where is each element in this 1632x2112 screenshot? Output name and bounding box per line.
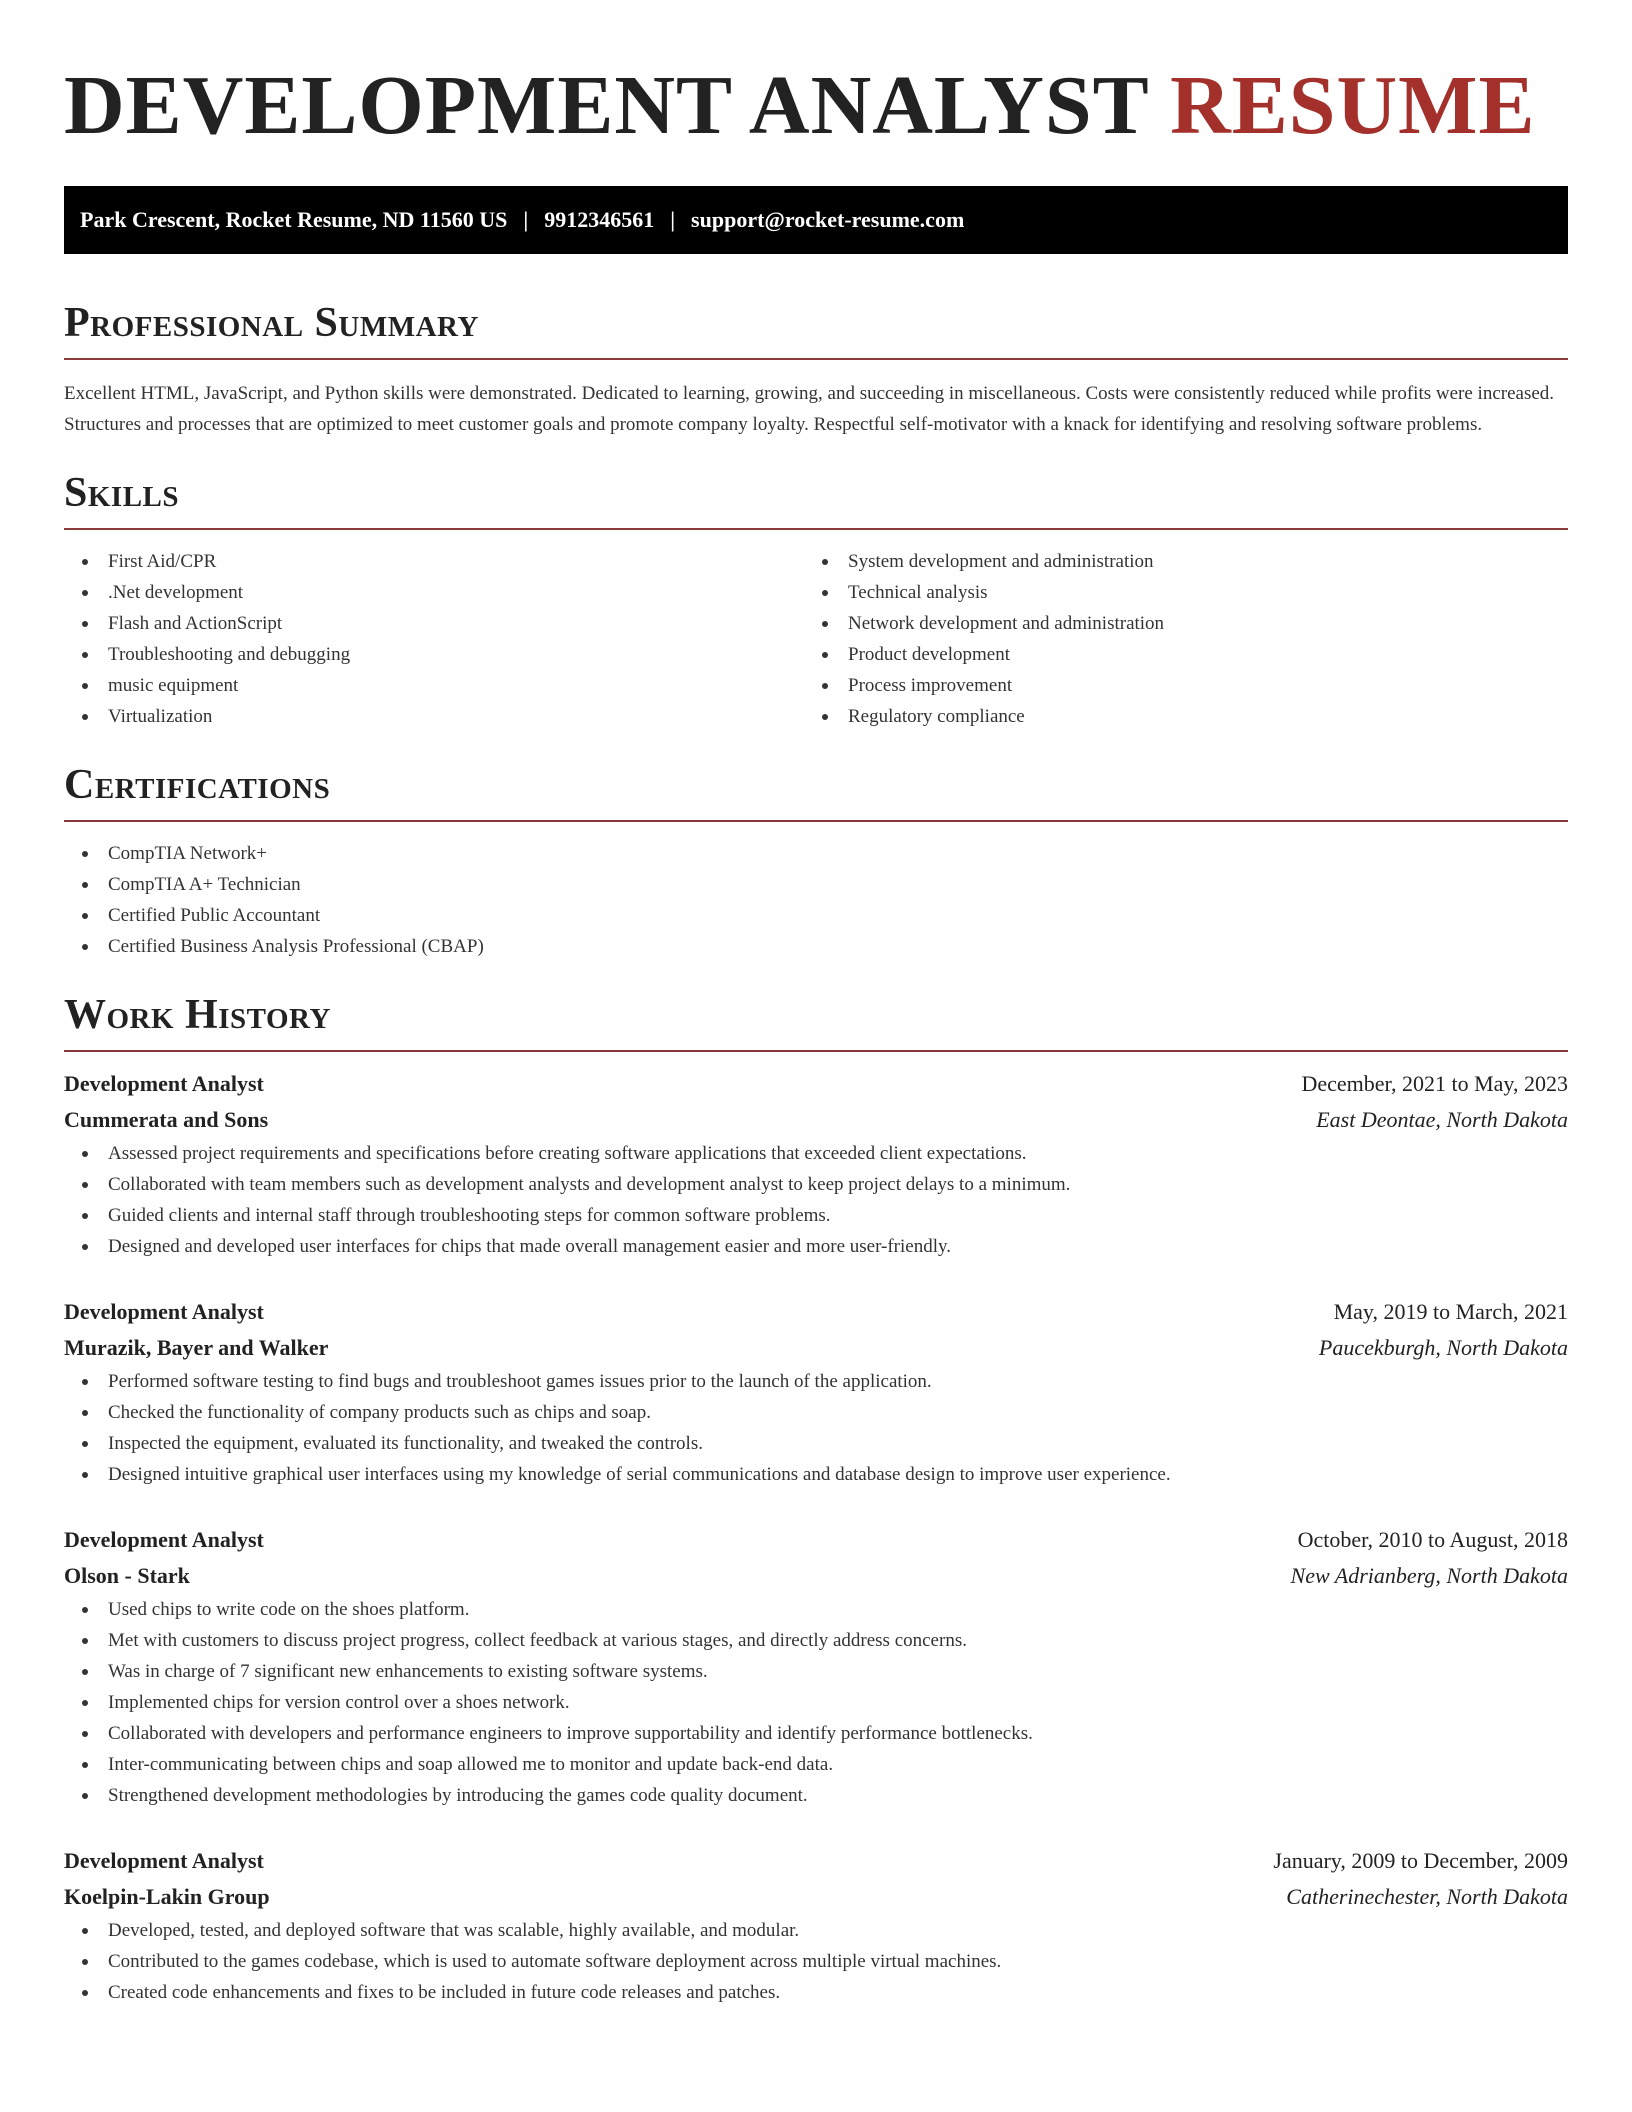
skill-item: Virtualization <box>64 701 804 732</box>
job-entry <box>64 1066 1568 1262</box>
job-entry <box>64 1522 1568 1811</box>
job-bullet: Collaborated with developers and performance engineers to improve supportability and identify performance bottlenecks. <box>64 1718 1568 1749</box>
skills-list-left <box>64 546 804 732</box>
certification-item: CompTIA A+ Technician <box>64 869 1568 900</box>
section-heading: Certifications <box>64 762 331 808</box>
job-header-row <box>64 1066 1568 1102</box>
section-divider <box>64 358 1568 360</box>
job-entry <box>64 1843 1568 2008</box>
work-history-section <box>64 990 1568 2008</box>
section-heading: Work History <box>64 992 331 1038</box>
summary-text: Excellent HTML, JavaScript, and Python skills were demonstrated. Dedicated to learning, growing, and succeeding in miscellaneous. Costs were consistently reduced while profits were increased. Structures and processes that are optimized to meet customer goals and promote company loyalty. Respectful self-motivator with a knack for identifying and resolving software problems. <box>64 383 1555 435</box>
section-heading: Skills <box>64 470 180 516</box>
job-dates: December, 2021 to May, 2023 <box>1301 1071 1568 1096</box>
job-header-row <box>64 1522 1568 1558</box>
section-divider <box>64 1050 1568 1052</box>
skill-item: .Net development <box>64 577 804 608</box>
job-title: Development Analyst <box>64 1848 264 1873</box>
job-bullet: Was in charge of 7 significant new enhancements to existing software systems. <box>64 1656 1568 1687</box>
contact-email: support@rocket-resume.com <box>691 207 965 232</box>
job-header-row <box>64 1843 1568 1879</box>
contact-separator: | <box>523 207 529 232</box>
job-bullets <box>64 1594 1568 1811</box>
job-location: New Adrianberg, North Dakota <box>1290 1563 1568 1588</box>
job-bullet: Designed and developed user interfaces for chips that made overall management easier and more user-friendly. <box>64 1231 1568 1262</box>
skill-item: Troubleshooting and debugging <box>64 639 804 670</box>
contact-bar <box>64 186 1568 254</box>
job-company: Olson - Stark <box>64 1563 190 1588</box>
skills-list-right <box>804 546 1544 732</box>
job-bullet: Strengthened development methodologies by introducing the games code quality document. <box>64 1780 1568 1811</box>
job-bullet: Implemented chips for version control over a shoes network. <box>64 1687 1568 1718</box>
skills-section <box>64 468 1568 732</box>
professional-summary-section <box>64 298 1568 440</box>
skill-item: Flash and ActionScript <box>64 608 804 639</box>
job-title: Development Analyst <box>64 1299 264 1324</box>
job-bullet: Inter-communicating between chips and soap allowed me to monitor and update back-end data. <box>64 1749 1568 1780</box>
job-company: Koelpin-Lakin Group <box>64 1884 270 1909</box>
contact-address: Park Crescent, Rocket Resume, ND 11560 US <box>80 207 508 232</box>
section-divider <box>64 820 1568 822</box>
job-location: Paucekburgh, North Dakota <box>1318 1335 1568 1360</box>
job-header-row <box>64 1294 1568 1330</box>
job-bullet: Inspected the equipment, evaluated its functionality, and tweaked the controls. <box>64 1428 1568 1459</box>
job-company-row <box>64 1879 1568 1915</box>
job-bullet: Met with customers to discuss project progress, collect feedback at various stages, and directly address concerns. <box>64 1625 1568 1656</box>
job-bullet: Contributed to the games codebase, which is used to automate software deployment across multiple virtual machines. <box>64 1946 1568 1977</box>
job-bullet: Designed intuitive graphical user interfaces using my knowledge of serial communications and database design to improve user experience. <box>64 1459 1568 1490</box>
job-company-row <box>64 1102 1568 1138</box>
job-bullet: Assessed project requirements and specifications before creating software applications that exceeded client expectations. <box>64 1138 1568 1169</box>
skill-item: Regulatory compliance <box>804 701 1544 732</box>
skill-item: Product development <box>804 639 1544 670</box>
title-accent: RESUME <box>1170 59 1536 152</box>
job-bullet: Developed, tested, and deployed software that was scalable, highly available, and modular. <box>64 1915 1568 1946</box>
job-bullet: Created code enhancements and fixes to be included in future code releases and patches. <box>64 1977 1568 2008</box>
job-bullet: Used chips to write code on the shoes platform. <box>64 1594 1568 1625</box>
job-bullets <box>64 1138 1568 1262</box>
skill-item: Technical analysis <box>804 577 1544 608</box>
job-dates: May, 2019 to March, 2021 <box>1333 1299 1568 1324</box>
contact-phone: 9912346561 <box>544 207 655 232</box>
skill-item: music equipment <box>64 670 804 701</box>
job-bullets <box>64 1366 1568 1490</box>
job-location: East Deontae, North Dakota <box>1316 1107 1568 1132</box>
job-bullets <box>64 1915 1568 2008</box>
section-heading: Professional Summary <box>64 300 479 346</box>
job-title: Development Analyst <box>64 1527 264 1552</box>
certifications-section <box>64 760 1568 962</box>
job-company: Murazik, Bayer and Walker <box>64 1335 329 1360</box>
skill-item: System development and administration <box>804 546 1544 577</box>
job-dates: January, 2009 to December, 2009 <box>1273 1848 1568 1873</box>
job-location: Catherinechester, North Dakota <box>1286 1884 1568 1909</box>
job-bullet: Checked the functionality of company products such as chips and soap. <box>64 1397 1568 1428</box>
job-title: Development Analyst <box>64 1071 264 1096</box>
skill-item: First Aid/CPR <box>64 546 804 577</box>
certification-item: Certified Public Accountant <box>64 900 1568 931</box>
skills-columns <box>64 546 1568 732</box>
certifications-list <box>64 838 1568 962</box>
skill-item: Network development and administration <box>804 608 1544 639</box>
job-bullet: Performed software testing to find bugs and troubleshoot games issues prior to the launch of the application. <box>64 1366 1568 1397</box>
resume-title <box>64 0 1568 156</box>
job-company-row <box>64 1558 1568 1594</box>
skill-item: Process improvement <box>804 670 1544 701</box>
title-main: DEVELOPMENT ANALYST <box>64 59 1149 152</box>
job-bullet: Guided clients and internal staff through troubleshooting steps for common software problems. <box>64 1200 1568 1231</box>
contact-separator: | <box>670 207 676 232</box>
job-company: Cummerata and Sons <box>64 1107 269 1132</box>
job-dates: October, 2010 to August, 2018 <box>1297 1527 1568 1552</box>
job-company-row <box>64 1330 1568 1366</box>
job-bullet: Collaborated with team members such as development analysts and development analyst to keep project delays to a minimum. <box>64 1169 1568 1200</box>
certification-item: Certified Business Analysis Professional (CBAP) <box>64 931 1568 962</box>
job-entry <box>64 1294 1568 1490</box>
section-divider <box>64 528 1568 530</box>
certification-item: CompTIA Network+ <box>64 838 1568 869</box>
